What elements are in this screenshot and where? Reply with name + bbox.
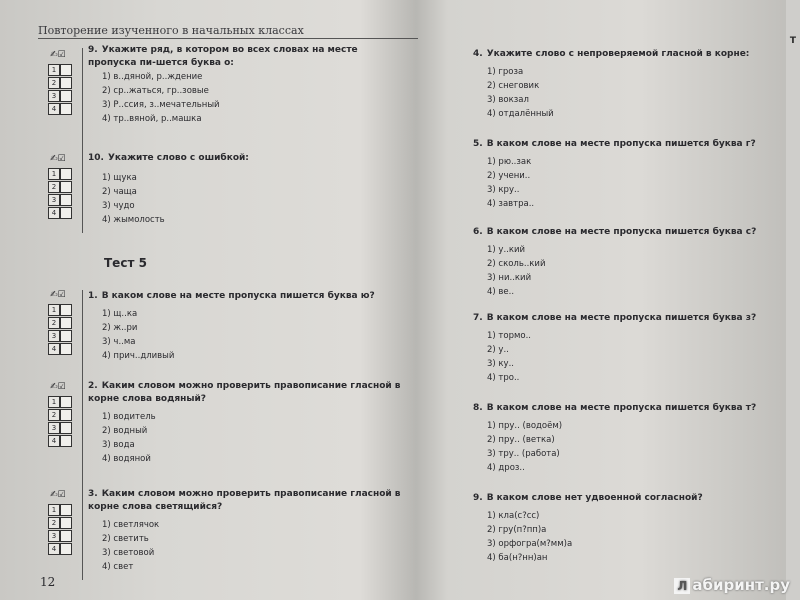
answer-box[interactable] — [60, 194, 72, 206]
answer-box[interactable] — [60, 317, 72, 329]
answer-option[interactable]: 4) дроз.. — [487, 463, 525, 473]
answer-option[interactable]: 4) прич..дливый — [102, 351, 175, 361]
answer-grid: ✍☑ 1 2 3 4 — [48, 304, 72, 356]
page-number: 12 — [40, 575, 56, 589]
answer-option[interactable]: 2) водный — [102, 426, 148, 436]
answer-option[interactable]: 3) Р..ссия, з..мечательный — [102, 100, 220, 110]
answer-grid: ✍☑ 1 2 3 4 — [48, 396, 72, 448]
question-2: 2. Каким словом можно проверить правописание гласной в корне слова водяный? 1) водитель 2) водный 3) вода 4) водяной — [88, 380, 408, 466]
answer-box[interactable] — [60, 90, 72, 102]
answer-option[interactable]: 2) снеговик — [487, 81, 540, 91]
answer-box[interactable] — [60, 422, 72, 434]
pencil-check-icon: ✍☑ — [50, 382, 66, 392]
answer-option[interactable]: 1) пру.. (водоём) — [487, 421, 563, 431]
answer-box[interactable] — [60, 77, 72, 89]
question-9: 9. Укажите ряд, в котором во всех словах на месте пропуска пи-шется буква о: 1) в..дяной, р..ждение 2) ср..жаться, гр..зовые 3) Р..ссия, з..мечательный 4) тр..вяной, р..машка — [88, 44, 408, 126]
answer-option[interactable]: 4) тро.. — [487, 373, 520, 383]
answer-option[interactable]: 1) гроза — [487, 67, 524, 77]
divider-line — [82, 290, 83, 580]
answer-option[interactable]: 1) щ..ка — [102, 309, 138, 319]
pencil-check-icon: ✍☑ — [50, 154, 66, 164]
answer-option[interactable]: 3) световой — [102, 548, 155, 558]
answer-option[interactable]: 2) чаща — [102, 187, 137, 197]
answer-option[interactable]: 4) завтра.. — [487, 199, 535, 209]
answer-option[interactable]: 4) ве.. — [487, 287, 515, 297]
answer-box[interactable] — [60, 207, 72, 219]
answer-option[interactable]: 4) водяной — [102, 454, 151, 464]
pencil-check-icon: ✍☑ — [50, 490, 66, 500]
answer-option[interactable]: 2) пру.. (ветка) — [487, 435, 555, 445]
answer-option[interactable]: 3) орфогра(м?мм)а — [487, 539, 573, 549]
divider-line — [82, 48, 83, 233]
answer-option[interactable]: 4) тр..вяной, р..машка — [102, 114, 202, 124]
answer-grid: ✍☑ 1 2 3 4 — [48, 64, 72, 116]
question-9-right: 9. В каком слове нет удвоенной согласной? 1) кла(с?сс) 2) гру(п?пп)а 3) орфогра(м?мм)а 4) ба(н?нн)ан — [473, 492, 773, 565]
answer-option[interactable]: 2) гру(п?пп)а — [487, 525, 547, 535]
answer-option[interactable]: 2) ж..ри — [102, 323, 138, 333]
right-page — [435, 0, 800, 600]
answer-box[interactable] — [60, 103, 72, 115]
ghost-letter: Т — [789, 36, 796, 46]
answer-box[interactable] — [60, 517, 72, 529]
answer-box[interactable] — [60, 64, 72, 76]
answer-option[interactable]: 3) вода — [102, 440, 135, 450]
answer-option[interactable]: 3) тру.. (работа) — [487, 449, 560, 459]
watermark-logo — [674, 576, 790, 594]
answer-box[interactable] — [60, 304, 72, 316]
answer-box[interactable] — [60, 330, 72, 342]
test-title: Тест 5 — [104, 256, 147, 270]
question-10: 10. Укажите слово с ошибкой: 1) щука 2) чаща 3) чудо 4) жымолость — [88, 152, 408, 227]
answer-option[interactable]: 3) вокзал — [487, 95, 529, 105]
answer-option[interactable]: 3) ни..кий — [487, 273, 532, 283]
labirint-logo-icon: Л — [674, 578, 690, 594]
answer-grid: ✍☑ 1 2 3 4 — [48, 168, 72, 220]
question-4: 4. Укажите слово с непроверяемой гласной в корне: 1) гроза 2) снеговик 3) вокзал 4) отдалённый — [473, 48, 773, 121]
answer-option[interactable]: 2) сколь..кий — [487, 259, 546, 269]
answer-box[interactable] — [60, 435, 72, 447]
next-page-edge — [786, 0, 800, 600]
answer-box[interactable] — [60, 343, 72, 355]
answer-box[interactable] — [60, 396, 72, 408]
answer-option[interactable]: 4) ба(н?нн)ан — [487, 553, 548, 563]
question-3: 3. Каким словом можно проверить правописание гласной в корне слова светящийся? 1) светлячок 2) светить 3) световой 4) свет — [88, 488, 408, 574]
answer-option[interactable]: 1) рю..зак — [487, 157, 532, 167]
answer-box[interactable] — [60, 168, 72, 180]
answer-grid: ✍☑ 1 2 3 4 — [48, 504, 72, 556]
answer-option[interactable]: 1) светлячок — [102, 520, 160, 530]
answer-box[interactable] — [60, 181, 72, 193]
answer-option[interactable]: 4) отдалённый — [487, 109, 554, 119]
answer-option[interactable]: 3) кру.. — [487, 185, 520, 195]
watermark-text: абиринт.ру — [692, 576, 790, 594]
page-header — [38, 24, 418, 39]
pencil-check-icon: ✍☑ — [50, 50, 66, 60]
answer-box[interactable] — [60, 504, 72, 516]
question-6: 6. В каком слове на месте пропуска пишется буква с? 1) у..кий 2) сколь..кий 3) ни..кий 4) ве.. — [473, 226, 773, 299]
answer-option[interactable]: 1) водитель — [102, 412, 156, 422]
question-1: 1. В каком слове на месте пропуска пишется буква ю? 1) щ..ка 2) ж..ри 3) ч..ма 4) прич..дливый — [88, 290, 408, 363]
answer-option[interactable]: 2) ср..жаться, гр..зовые — [102, 86, 209, 96]
answer-option[interactable]: 1) тормо.. — [487, 331, 531, 341]
answer-option[interactable]: 1) в..дяной, р..ждение — [102, 72, 203, 82]
answer-option[interactable]: 3) ку.. — [487, 359, 514, 369]
header-text: Повторение изученного в начальных классах — [38, 24, 304, 37]
answer-option[interactable]: 1) у..кий — [487, 245, 526, 255]
answer-option[interactable]: 2) у.. — [487, 345, 509, 355]
answer-option[interactable]: 3) ч..ма — [102, 337, 136, 347]
answer-box[interactable] — [60, 530, 72, 542]
pencil-check-icon: ✍☑ — [50, 290, 66, 300]
answer-box[interactable] — [60, 409, 72, 421]
answer-option[interactable]: 1) щука — [102, 173, 137, 183]
answer-option[interactable]: 1) кла(с?сс) — [487, 511, 540, 521]
answer-option[interactable]: 4) свет — [102, 562, 134, 572]
question-5: 5. В каком слове на месте пропуска пишется буква г? 1) рю..зак 2) учени.. 3) кру.. 4) завтра.. — [473, 138, 773, 211]
answer-box[interactable] — [60, 543, 72, 555]
question-8: 8. В каком слове на месте пропуска пишется буква т? 1) пру.. (водоём) 2) пру.. (ветка) 3) тру.. (работа) 4) дроз.. — [473, 402, 773, 475]
answer-option[interactable]: 4) жымолость — [102, 215, 165, 225]
answer-option[interactable]: 2) учени.. — [487, 171, 531, 181]
question-7: 7. В каком слове на месте пропуска пишется буква з? 1) тормо.. 2) у.. 3) ку.. 4) тро.. — [473, 312, 773, 385]
answer-option[interactable]: 2) светить — [102, 534, 149, 544]
answer-option[interactable]: 3) чудо — [102, 201, 135, 211]
